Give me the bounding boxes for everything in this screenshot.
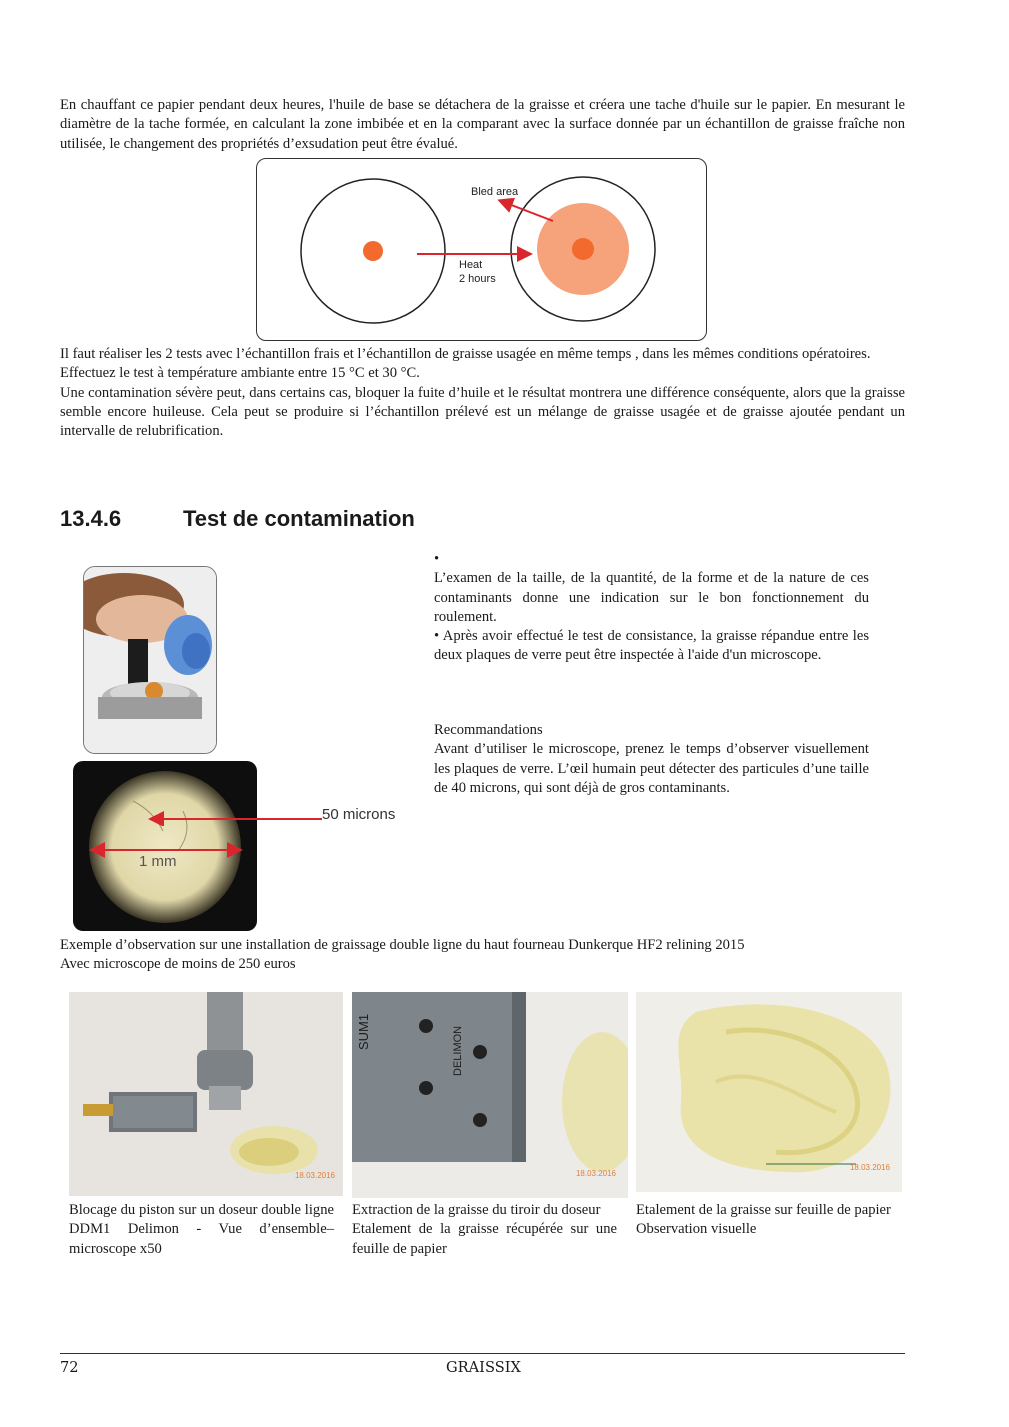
- section-title: Test de contamination: [183, 506, 415, 531]
- photo2-caption-line-2: Etalement de la graisse récupérée sur une feuille de papier: [352, 1221, 617, 1257]
- microscope-operator-photo: [83, 566, 217, 754]
- recommendations: [434, 721, 869, 798]
- contamination-para-1: L’examen de la taille, de la quantité, de la forme et de la nature de ces contaminants donne une indication sur le bon fonctionnement du roulement.: [434, 570, 869, 625]
- photo-grease-spreading: [636, 992, 902, 1192]
- photo-grease-extraction: [352, 992, 628, 1198]
- footer-rule: [60, 1353, 905, 1354]
- intro-paragraph: En chauffant ce papier pendant deux heures, l'huile de base se détachera de la graisse et créera une tache d'huile sur le papier. En mesurant le diamètre de la tache formée, en calculant la zone imbibée et en la comparant avec la surface donnée par un échantillon de graisse fraîche non utilisée, le changement des propriétés d’exsudation peut être évalué.: [60, 97, 905, 152]
- photo1-caption-line: Blocage du piston sur un doseur double ligne DDM1 Delimon - Vue d’ensemble– microscope x50: [69, 1202, 334, 1257]
- recommendations-text: Avant d’utiliser le microscope, prenez le temps d’observer visuellement les plaques de verre. L’œil humain peut détecter des particules d’une taille de 40 microns, qui sont déjà de gros contaminants.: [434, 741, 869, 796]
- microscope-view-photo: [73, 761, 257, 931]
- bled-area-label: Bled area: [471, 186, 519, 198]
- photo2-caption: [352, 1201, 617, 1259]
- conditions-para-1: Il faut réaliser les 2 tests avec l’échantillon frais et l’échantillon de graisse usagée en même temps , dans les mêmes conditions opératoires.: [60, 346, 871, 362]
- fifty-microns-pointer: [146, 810, 326, 826]
- photo2-caption-line-1: Extraction de la graisse du tiroir du doseur: [352, 1202, 601, 1218]
- photo1-caption: [69, 1201, 334, 1259]
- section-heading: [60, 506, 660, 532]
- example-line-1: Exemple d’observation sur une installation de graissage double ligne du haut fourneau Dunkerque HF2 relining 2015: [60, 937, 745, 953]
- footer-brand: GRAISSIX: [446, 1359, 521, 1376]
- heat-label-line2: 2 hours: [459, 273, 496, 285]
- fifty-microns-label: 50 microns: [322, 806, 396, 823]
- recommendations-title: Recommandations: [434, 722, 543, 738]
- bleed-test-svg: [257, 159, 705, 339]
- photo3-date-stamp: 18.03.2016: [849, 1163, 890, 1172]
- conditions-para-2: Effectuez le test à température ambiante entre 15 °C et 30 °C.: [60, 365, 420, 382]
- photo1-date-stamp: 18.03.2016: [294, 1171, 335, 1180]
- one-mm-label: 1 mm: [139, 853, 177, 870]
- fresh-grease-spot: [363, 241, 383, 261]
- contamination-para-2: • Après avoir effectué le test de consistance, la graisse répandue entre les deux plaques de verre peut être inspectée à l'aide d'un microscope.: [434, 628, 869, 664]
- example-description: [60, 936, 905, 975]
- contamination-text: [434, 550, 869, 666]
- page-number: 72: [60, 1359, 79, 1376]
- heat-label-line1: Heat: [459, 259, 483, 271]
- conditions-para-3: Une contamination sévère peut, dans certains cas, bloquer la fuite d’huile et le résultat montrera une différence conséquente, alors que la graisse semble encore huileuse. Cela peut se produire si l’échantillon prélevé est un mélange de graisse usagée et de graisse ajoutée pendant un intervalle de relubrification.: [60, 384, 905, 440]
- photo2-block-label-2: DELIMON: [452, 1025, 464, 1076]
- photo-piston-blockage: [69, 992, 343, 1196]
- photo3-caption: [636, 1201, 894, 1240]
- photo3-caption-line-2: Observation visuelle: [636, 1221, 757, 1238]
- photo2-date-stamp: 18.03.2016: [575, 1169, 616, 1178]
- empty-bullet: •: [434, 551, 440, 567]
- bleed-test-diagram: [256, 158, 707, 341]
- conditions-paragraphs: [60, 345, 905, 441]
- section-number: 13.4.6: [60, 506, 122, 531]
- example-line-2: Avec microscope de moins de 250 euros: [60, 956, 296, 973]
- heated-grease-spot: [572, 238, 594, 260]
- photo3-caption-line-1: Etalement de la graisse sur feuille de papier: [636, 1202, 891, 1218]
- photo2-block-label: SUM1: [356, 1013, 371, 1050]
